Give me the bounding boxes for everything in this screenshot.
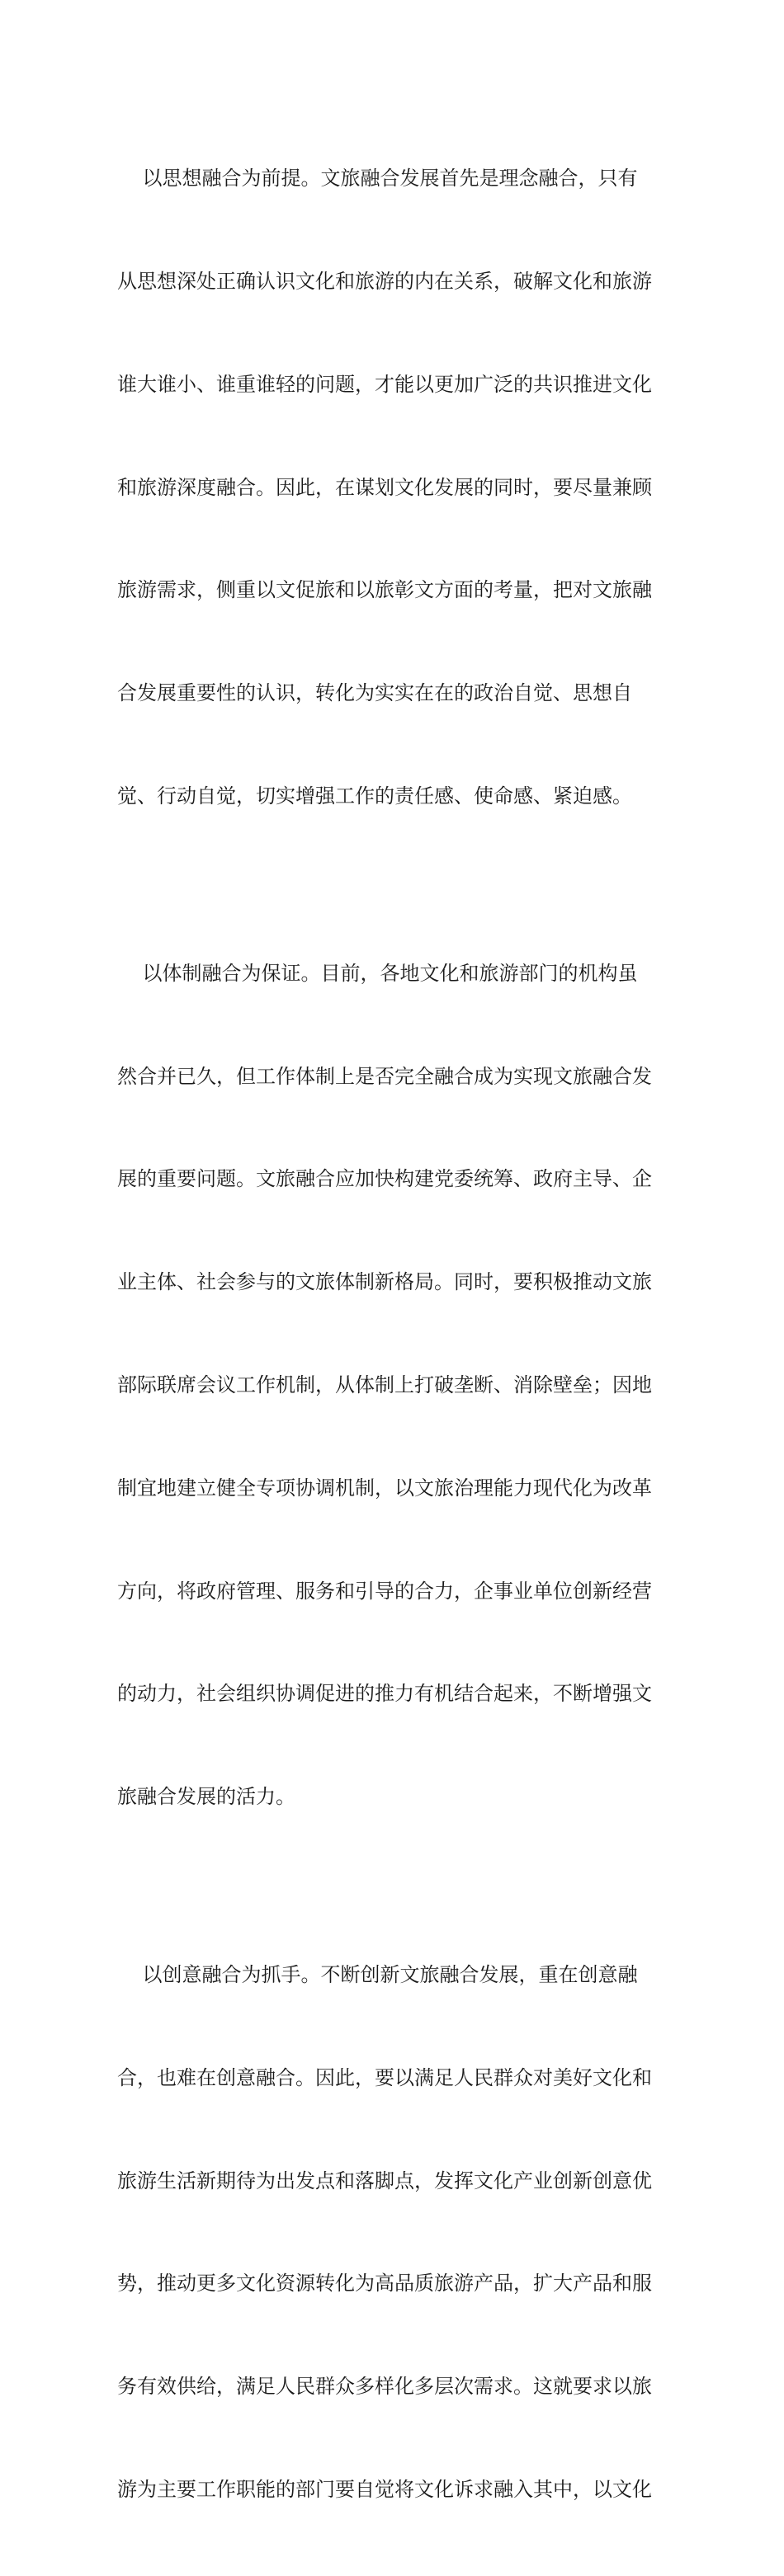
text-line: 以体制融合为保证。目前，各地文化和旅游部门的机构虽 [117, 961, 638, 985]
text-line: 旅游生活新期待为出发点和落脚点，发挥文化产业创新创意优 [117, 2169, 652, 2192]
text-line: 和旅游深度融合。因此，在谋划文化发展的同时，要尽量兼顾 [117, 475, 652, 499]
text-line: 业主体、社会参与的文旅体制新格局。同时，要积极推动文旅 [117, 1270, 652, 1294]
paragraph-institutional-integration [117, 888, 672, 1883]
text-line: 以思想融合为前提。文旅融合发展首先是理念融合，只有 [117, 167, 638, 191]
text-line: 合，也难在创意融合。因此，要以满足人民群众对美好文化和 [117, 2065, 652, 2089]
text-line: 旅游需求，侧重以文促旅和以旅彰文方面的考量，把对文旅融 [117, 578, 652, 602]
text-line: 以创意融合为抓手。不断创新文旅融合发展，重在创意融 [117, 1963, 638, 1987]
text-line: 旅融合发展的活力。 [117, 1785, 295, 1809]
text-line: 谁大谁小、谁重谁轻的问题，才能以更加广泛的共识推进文化 [117, 372, 652, 396]
paragraph-ideological-integration [117, 93, 672, 883]
text-line: 的动力，社会组织协调促进的推力有机结合起来，不断增强文 [117, 1682, 652, 1706]
text-line: 务有效供给，满足人民群众多样化多层次需求。这就要求以旅 [117, 2375, 652, 2399]
text-line: 从思想深处正确认识文化和旅游的内在关系，破解文化和旅游 [117, 269, 652, 293]
text-line: 觉、行动自觉，切实增强工作的责任感、使命感、紧迫感。 [117, 784, 632, 808]
document-body [117, 93, 672, 2576]
text-line: 展的重要问题。文旅融合应加快构建党委统筹、政府主导、企 [117, 1167, 652, 1191]
text-line: 势，推动更多文化资源转化为高品质旅游产品，扩大产品和服 [117, 2272, 652, 2296]
text-line: 合发展重要性的认识，转化为实实在在的政治自觉、思想自 [117, 681, 632, 705]
text-line: 然合并已久，但工作体制上是否完全融合成为实现文旅融合发 [117, 1064, 652, 1088]
text-line: 游为主要工作职能的部门要自觉将文化诉求融入其中，以文化 [117, 2477, 652, 2501]
paragraph-creative-integration [117, 1890, 672, 2576]
text-line: 方向，将政府管理、服务和引导的合力，企事业单位创新经营 [117, 1579, 652, 1603]
text-line: 部际联席会议工作机制，从体制上打破垄断、消除壁垒；因地 [117, 1373, 652, 1396]
text-line: 制宜地建立健全专项协调机制，以文旅治理能力现代化为改革 [117, 1476, 652, 1500]
